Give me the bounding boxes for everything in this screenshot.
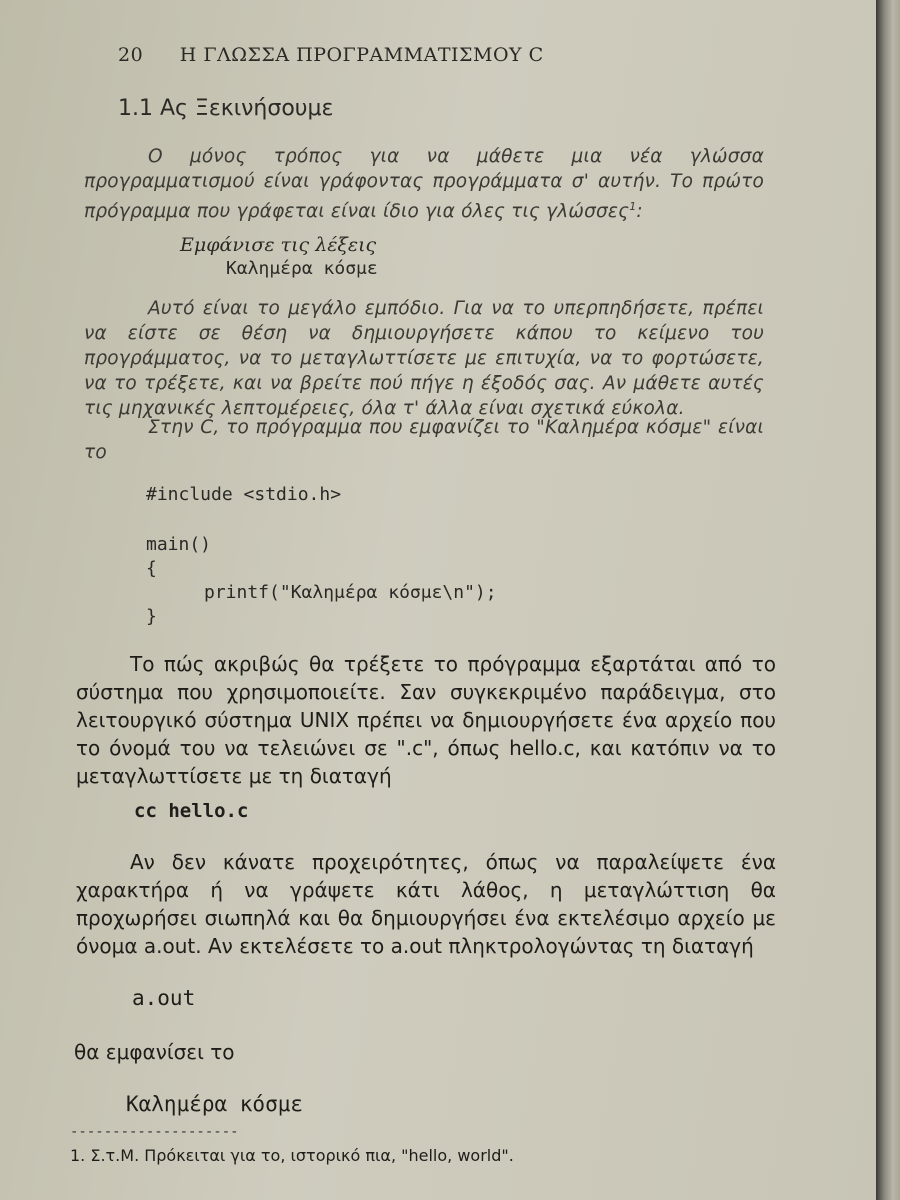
command-compile: cc hello.c [134,800,249,822]
paragraph-obstacle-text: Αυτό είναι το μεγάλο εμπόδιο. Για να το υπερπηδήσετε, πρέπει να είστε σε θέση να δημιουργήσετε κάπου το κείμενο του προγράμματος, να το μεταγλωττίσετε με επιτυχία, να το φορτώσετε, να το τρέξετε, και να βρείτε πού πήγε η έξοδός σας. Αν μάθετε αυτές τις μηχανικές λεπτομέρειες, όλα τ' άλλα είναι σχετικά εύκολα. [84,298,764,419]
section-title: 1.1 Ας Ξεκινήσουμε [118,96,334,121]
example-instruction: Εμφάνισε τις λέξεις [180,234,377,256]
program-output: Καλημέρα κόσμε [126,1092,304,1116]
page-edge-shadow [876,0,900,1200]
running-title: Η ΓΛΩΣΣΑ ΠΡΟΓΡΑΜΜΑΤΙΣΜΟΥ C [179,44,544,66]
paragraph-intro-text: Ο μόνος τρόπος για να μάθετε μια νέα γλώσσα προγραμματισμού είναι γράφοντας προγράμματα σ' αυτήν. Το πρώτο πρόγραμμα που γράφεται είναι ίδιο για όλες τις γλώσσες [84,146,764,223]
code-include: #include <stdio.h> [146,484,342,505]
page-number: 20 [118,44,144,66]
paragraph-c-program-text: Στην C, το πρόγραμμα που εμφανίζει το "Καλημέρα κόσμε" είναι το [84,417,764,463]
example-output: Καλημέρα κόσμε [226,258,378,279]
paragraph-intro [84,144,764,224]
code-close-brace: } [146,606,157,627]
footnote-separator: -------------------- [70,1124,239,1140]
paragraph-unix [76,650,776,790]
command-run: a.out [132,986,196,1010]
running-header [118,44,544,66]
paragraph-unix-text: Το πώς ακριβώς θα τρέξετε το πρόγραμμα εξαρτάται από το σύστημα που χρησιμοποιείτε. Σαν συγκεκριμένο παράδειγμα, στο λειτουργικό σύστημα UNIX πρέπει να δημιουργήσετε ένα αρχείο που το όνομά του να τελειώνει σε ".c", όπως hello.c, και κατόπιν να το μεταγλωττίσετε με τη διαταγή [76,652,776,788]
code-printf: printf("Καλημέρα κόσμε\n"); [204,582,497,603]
paragraph-compile-text: Αν δεν κάνατε προχειρότητες, όπως να παραλείψετε ένα χαρακτήρα ή να γράψετε κάτι λάθος, η μεταγλώττιση θα προχωρήσει σιωπηλά και θα δημιουργήσει ένα εκτελέσιμο αρχείο με όνομα a.out. Αν εκτελέσετε το a.out πληκτρολογώντας τη διαταγή [76,850,776,958]
paragraph-obstacle [84,296,764,421]
footnote: 1. Σ.τ.Μ. Πρόκειται για το, ιστορικό πια, "hello, world". [70,1146,514,1165]
paragraph-c-program [84,415,764,465]
paragraph-shows: θα εμφανίσει το [74,1040,235,1064]
footnote-mark: 1 [629,200,637,213]
paragraph-compile [76,848,776,960]
code-open-brace: { [146,558,157,579]
paragraph-intro-end: : [636,201,643,223]
code-main: main() [146,534,212,555]
